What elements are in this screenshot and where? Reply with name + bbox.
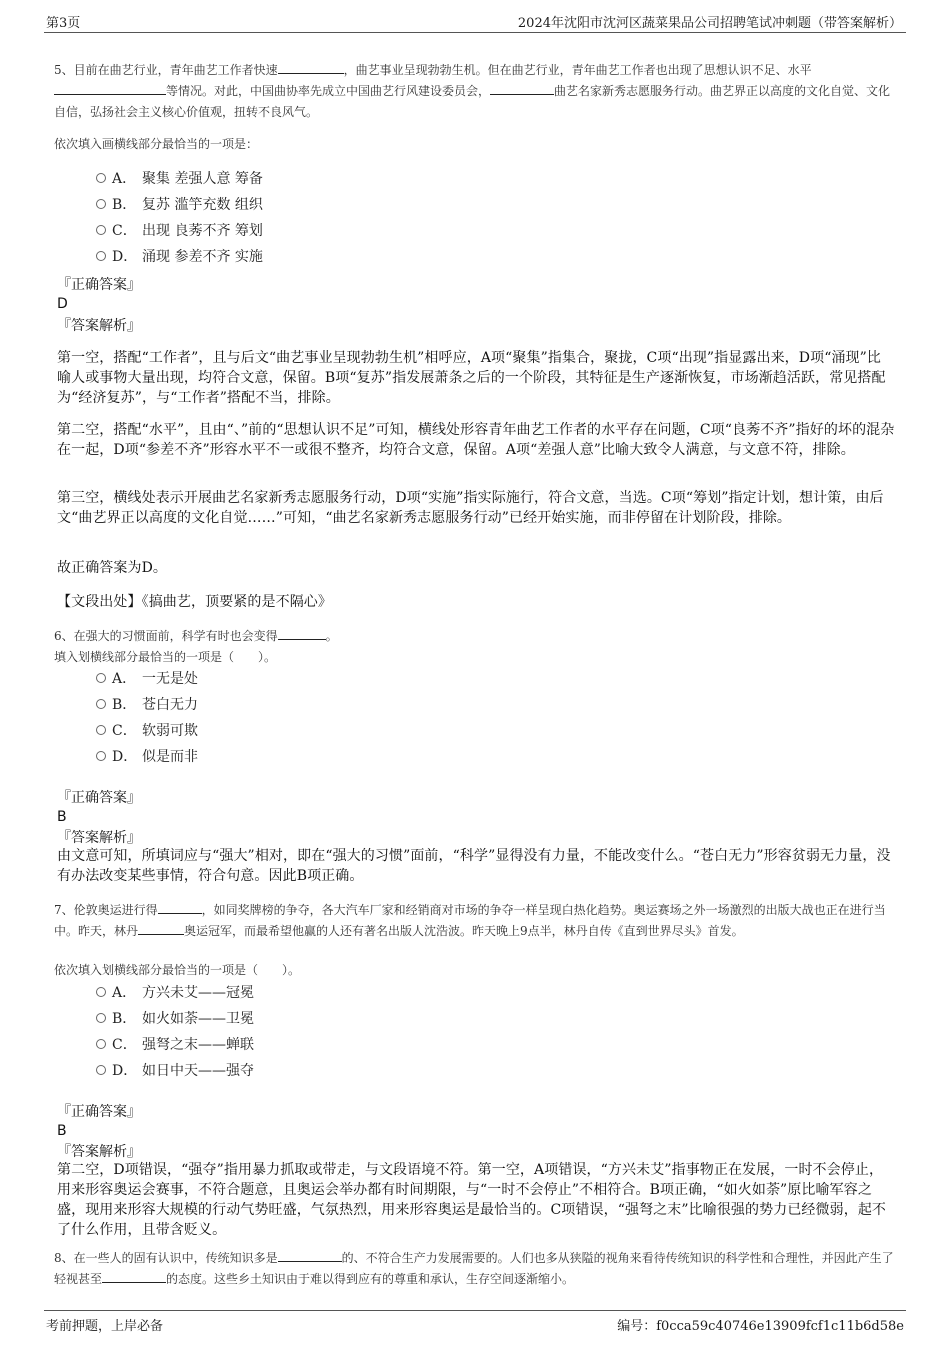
option-letter: D． — [112, 1063, 138, 1079]
q5-option-d[interactable] — [96, 246, 263, 268]
blank-line — [490, 81, 554, 95]
option-letter: C． — [112, 723, 137, 739]
page-footer — [44, 1310, 906, 1335]
option-text: 如日中天——强夺 — [142, 1063, 254, 1079]
q5-text-d: 曲艺名家新秀志愿服务行动。曲艺界正以高度的文化自觉、文化自信，弘扬社会主义核心价值观，扭转不良风气。 — [54, 84, 891, 119]
page-header — [44, 10, 906, 33]
q7-option-c[interactable] — [96, 1034, 254, 1056]
blank-line — [278, 60, 344, 74]
q7-answer: B — [57, 1123, 67, 1139]
option-text: 强弩之末——蝉联 — [142, 1037, 254, 1053]
question-6-stem — [54, 626, 896, 647]
option-text: 苍白无力 — [142, 697, 198, 713]
option-letter: D． — [112, 249, 138, 265]
q7-analysis-paragraph: 第二空，D项错误，“强夺”指用暴力抓取或带走，与文段语境不符。第一空，A项错误，“方兴未艾”指事物正在发展，一时不会停止，用来形容奥运会赛事，不符合题意，且奥运会举办都有时间期限，与“一时不会停止”不相符合。B项正确，“如火如荼”原比喻军容之盛，现用来形容大规模的行动气势旺盛，气氛热烈，用来形容奥运是最恰当的。C项错误，“强弩之末”比喻很强的势力已经微弱，起不了什么作用，且带含贬义。 — [57, 1162, 887, 1238]
radio-icon[interactable] — [96, 673, 106, 683]
q7-option-d[interactable] — [96, 1060, 254, 1082]
q6-answer: B — [57, 809, 67, 825]
option-letter: A． — [112, 671, 137, 687]
q6-text-a: 6、在强大的习惯面前，科学有时也会变得 — [54, 629, 278, 643]
q5-analysis-label: 『答案解析』 — [57, 318, 141, 334]
option-letter: B． — [112, 1011, 137, 1027]
question-7-stem — [54, 900, 896, 942]
q6-answer-label: 『正确答案』 — [57, 790, 141, 806]
question-5-stem — [54, 60, 896, 123]
blank-line — [278, 626, 326, 640]
blank-line — [158, 900, 202, 914]
q6-analysis-label: 『答案解析』 — [57, 830, 141, 846]
option-text: 方兴未艾——冠冕 — [142, 985, 254, 1001]
radio-icon[interactable] — [96, 725, 106, 735]
q5-analysis-paragraph: 第一空，搭配“工作者”，且与后文“曲艺事业呈现勃勃生机”相呼应，A项“聚集”指集合，聚拢，C项“出现”指显露出来，D项“涌现”比喻人或事物大量出现，均符合文意，保留。B项“复苏”指发展萧条之后的一个阶段，其特征是生产逐渐恢复，市场渐趋活跃，常见搭配为“经济复苏”，与“工作者”搭配不当，排除。 — [57, 350, 886, 406]
q8-text-c: 的态度。这些乡土知识由于难以得到应有的尊重和承认，生存空间逐渐缩小。 — [166, 1272, 575, 1286]
q5-analysis-paragraph: 第二空，搭配“水平”，且由“、”前的“思想认识不足”可知，横线处形容青年曲艺工作者的水平存在问题，C项“良莠不齐”指好的坏的混杂在一起，D项“参差不齐”形容水平不一或很不整齐，均符合文意，保留。A项“差强人意”比喻大致令人满意，与文意不符，排除。 — [57, 422, 895, 458]
option-letter: B． — [112, 197, 137, 213]
q5-analysis-paragraph: 第三空，横线处表示开展曲艺名家新秀志愿服务行动，D项“实施”指实际施行，符合文意，当选。C项“筹划”指定计划，想计策，由后文“曲艺界正以高度的文化自觉……”可知，“曲艺名家新秀志愿服务行动”已经开始实施，而非停留在计划阶段，排除。 — [57, 490, 884, 526]
q6-option-c[interactable] — [96, 720, 198, 742]
option-text: 涌现 参差不齐 实施 — [142, 249, 263, 265]
blank-line — [102, 1269, 166, 1283]
q7-answer-label: 『正确答案』 — [57, 1104, 141, 1120]
radio-icon[interactable] — [96, 1039, 106, 1049]
q7-option-b[interactable] — [96, 1008, 254, 1030]
radio-icon[interactable] — [96, 173, 106, 183]
blank-line — [138, 921, 184, 935]
option-letter: A． — [112, 171, 137, 187]
option-text: 出现 良莠不齐 筹划 — [142, 223, 263, 239]
q7-text-b: ，如同奖牌榜的争夺，各大汽车厂家和经销商对市场的争夺一样呈现白热化趋势。奥运赛场之外一场激烈的出版大战也正在进行当中。昨天，林丹 — [54, 903, 886, 938]
q5-answer: D — [57, 296, 68, 312]
radio-icon[interactable] — [96, 1013, 106, 1023]
radio-icon[interactable] — [96, 1065, 106, 1075]
option-text: 如火如荼——卫冕 — [142, 1011, 254, 1027]
document-id: 编号：f0cca59c40746e13909fcf1c11b6d58e — [617, 1319, 904, 1334]
option-letter: A． — [112, 985, 137, 1001]
q5-answer-label: 『正确答案』 — [57, 277, 141, 293]
q7-analysis-label: 『答案解析』 — [57, 1144, 141, 1160]
option-text: 聚集 差强人意 筹备 — [142, 171, 263, 187]
q6-analysis-paragraph: 由文意可知，所填词应与“强大”相对，即在“强大的习惯”面前，“科学”显得没有力量，不能改变什么。“苍白无力”形容贫弱无力量，没有办法改变某些事情，符合句意。因此B项正确。 — [57, 848, 891, 884]
footer-slogan: 考前押题，上岸必备 — [46, 1319, 164, 1334]
option-letter: C． — [112, 223, 137, 239]
q8-text-a: 8、在一些人的固有认识中，传统知识多是 — [54, 1251, 278, 1265]
option-letter: B． — [112, 697, 137, 713]
radio-icon[interactable] — [96, 225, 106, 235]
option-text: 一无是处 — [142, 671, 198, 687]
q5-option-b[interactable] — [96, 194, 263, 216]
q5-option-a[interactable] — [96, 168, 263, 190]
q5-source: 【文段出处】《搞曲艺，顶要紧的是不隔心》 — [57, 594, 332, 610]
q5-option-c[interactable] — [96, 220, 263, 242]
q6-option-a[interactable] — [96, 668, 198, 690]
option-letter: D． — [112, 749, 138, 765]
q7-text-c: 奥运冠军，而最希望他赢的人还有著名出版人沈浩波。昨天晚上9点半，林丹自传《直到世界尽头》首发。 — [184, 924, 744, 938]
question-8-stem — [54, 1248, 896, 1290]
radio-icon[interactable] — [96, 251, 106, 261]
q7-option-a[interactable] — [96, 982, 254, 1004]
q6-option-d[interactable] — [96, 746, 198, 768]
q8-text-b: 的、不符合生产力发展需要的。人们也多从狭隘的视角来看待传统知识的科学性和合理性，并因此产生了轻视甚至 — [54, 1251, 894, 1286]
option-text: 复苏 滥竽充数 组织 — [142, 197, 263, 213]
document-title: 2024年沈阳市沈河区蔬菜果品公司招聘笔试冲刺题（带答案解析） — [517, 16, 902, 31]
q5-text-b: ，曲艺事业呈现勃勃生机。但在曲艺行业，青年曲艺工作者也出现了思想认识不足、水平 — [343, 63, 812, 77]
q6-prompt: 填入划横线部分最恰当的一项是（ ）。 — [54, 650, 277, 664]
radio-icon[interactable] — [96, 751, 106, 761]
option-letter: C． — [112, 1037, 137, 1053]
blank-line — [54, 81, 166, 95]
radio-icon[interactable] — [96, 987, 106, 997]
q7-text-a: 7、伦敦奥运进行得 — [54, 903, 158, 917]
blank-line — [278, 1248, 342, 1262]
q5-text-c: 等情况。对此，中国曲协率先成立中国曲艺行风建设委员会， — [166, 84, 491, 98]
option-text: 似是而非 — [142, 749, 198, 765]
q7-prompt: 依次填入划横线部分最恰当的一项是（ ）。 — [54, 963, 301, 977]
radio-icon[interactable] — [96, 699, 106, 709]
q5-text-a: 5、目前在曲艺行业，青年曲艺工作者快速 — [54, 63, 278, 77]
q5-analysis-conclusion: 故正确答案为D。 — [57, 560, 168, 576]
q6-option-b[interactable] — [96, 694, 198, 716]
radio-icon[interactable] — [96, 199, 106, 209]
option-text: 软弱可欺 — [142, 723, 198, 739]
q5-prompt: 依次填入画横线部分最恰当的一项是： — [54, 137, 259, 151]
q6-text-b: 。 — [325, 629, 338, 643]
page-number: 第3页 — [46, 16, 81, 31]
